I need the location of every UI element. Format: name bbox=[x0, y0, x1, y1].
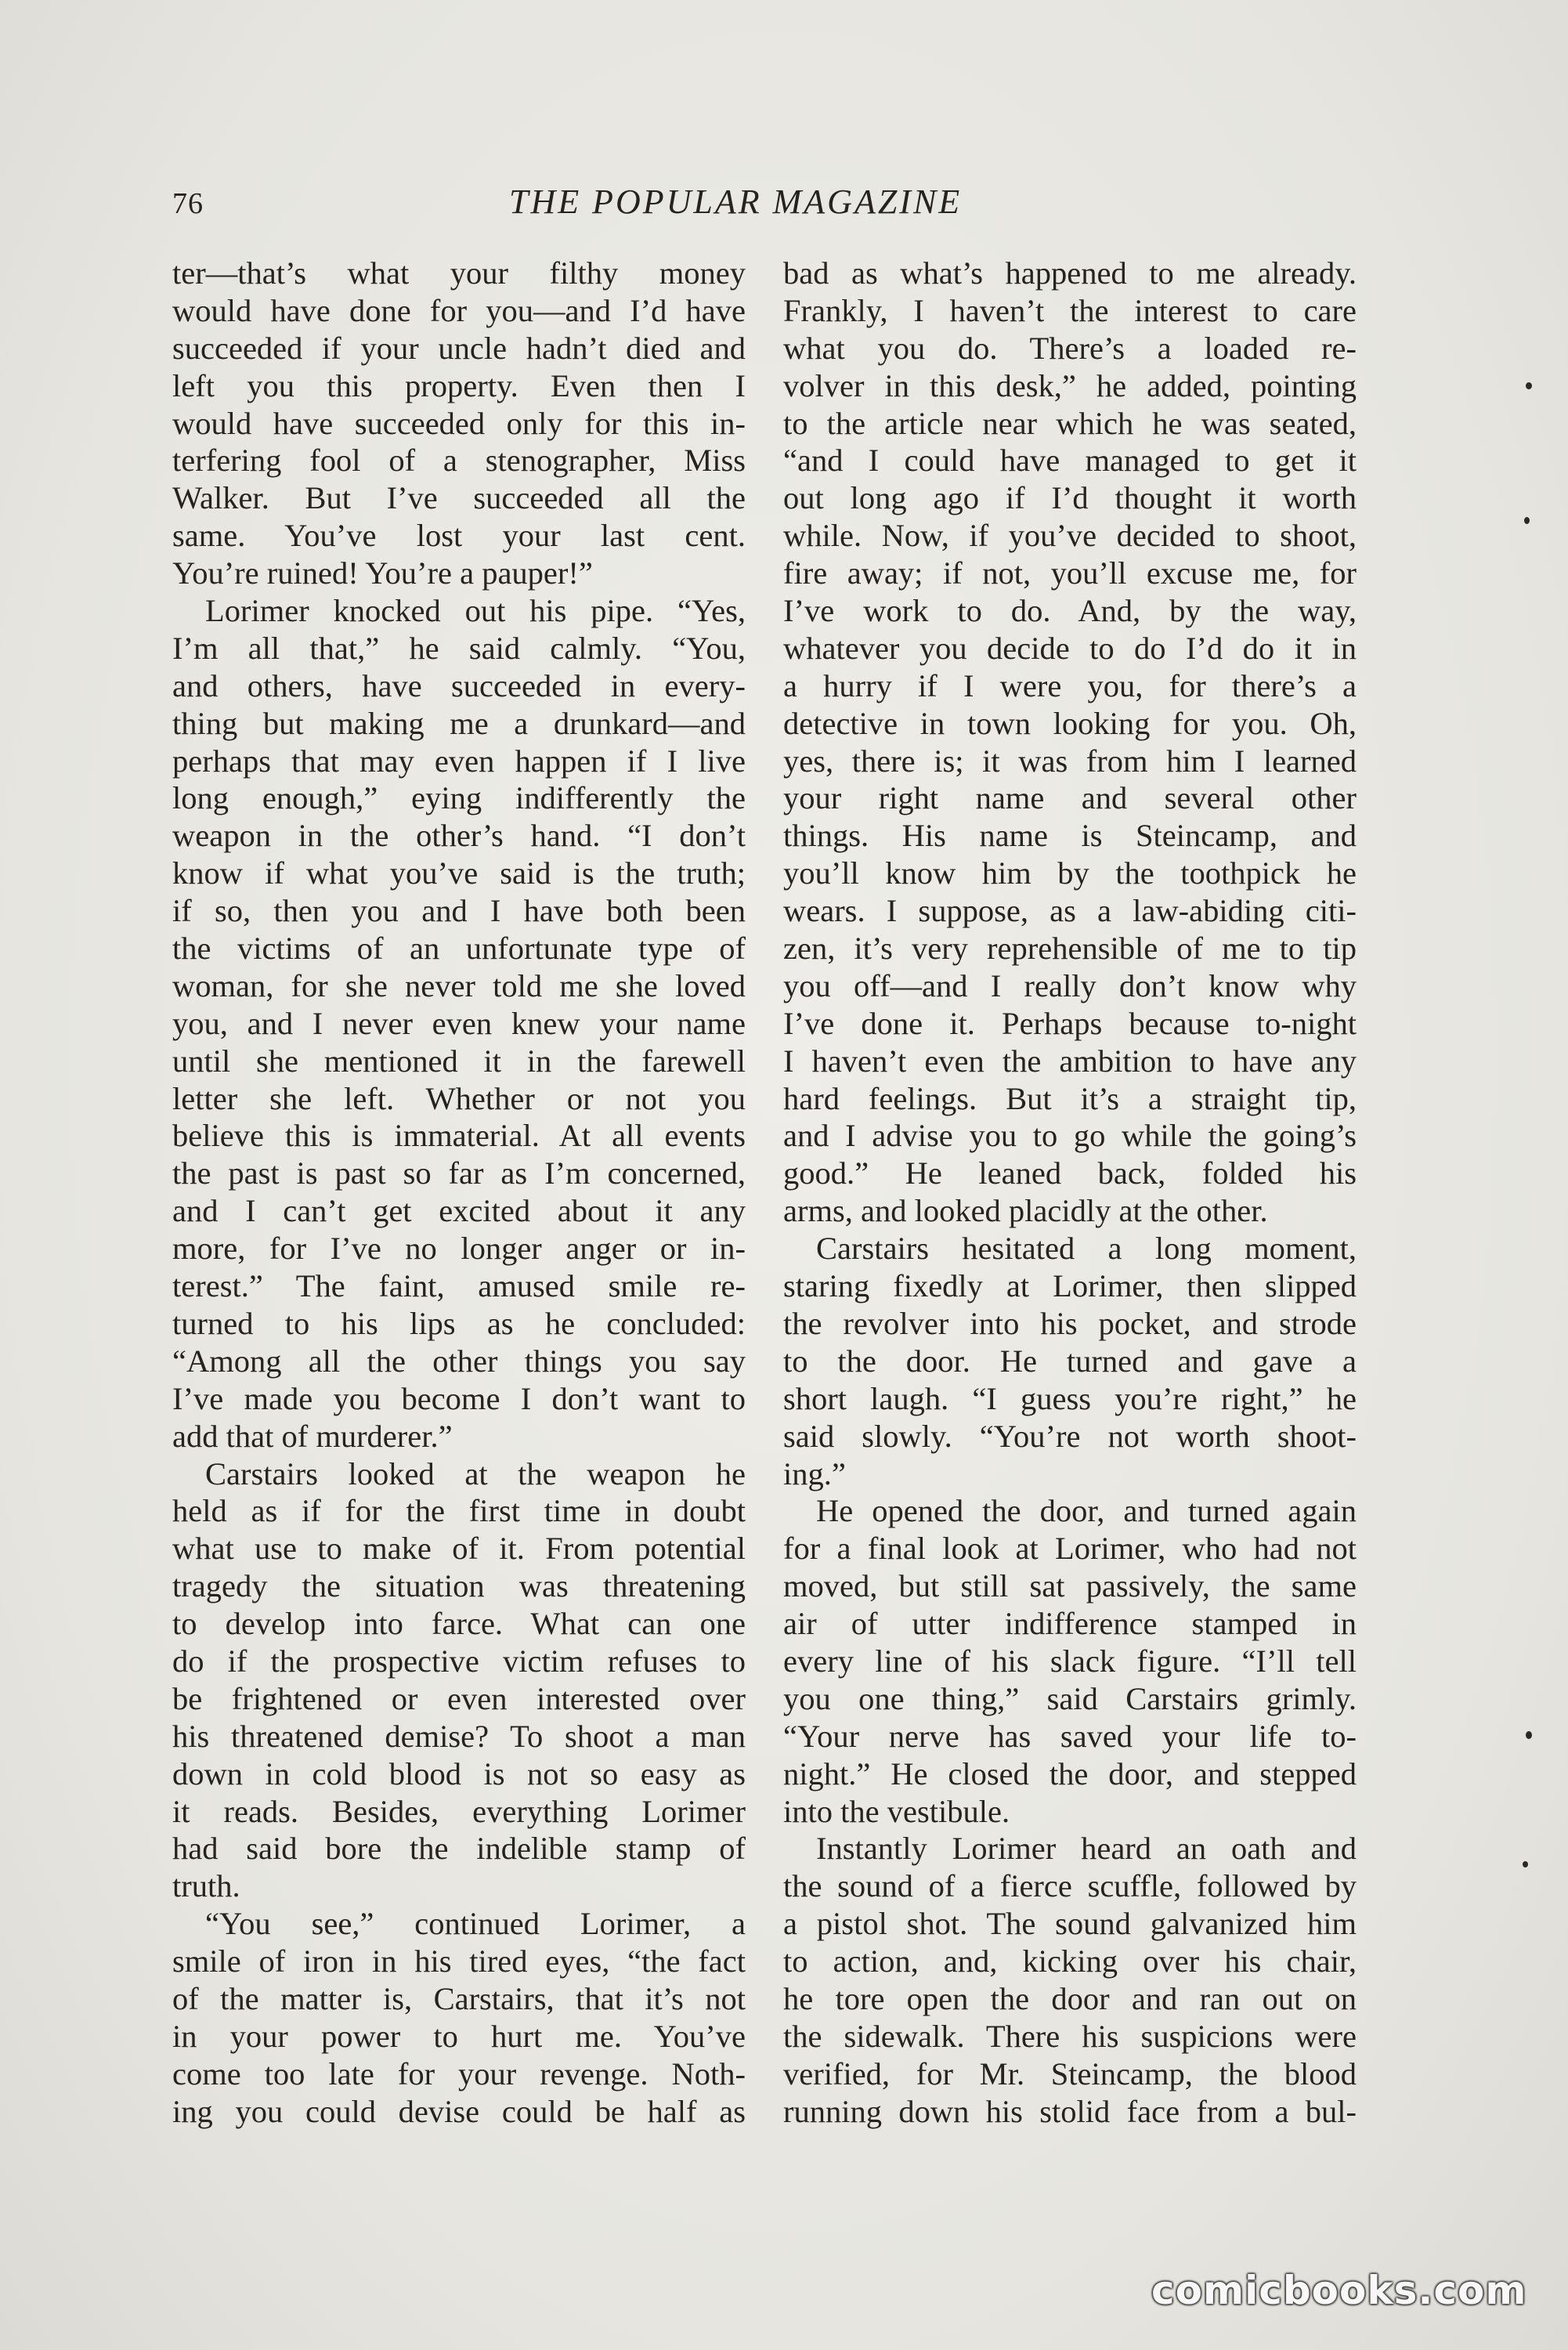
text-line: staring fixedly at Lorimer, then slipped bbox=[783, 1268, 1357, 1304]
text-line: Walker. But I’ve succeeded all the bbox=[172, 480, 746, 516]
text-line: believe this is immaterial. At all events bbox=[172, 1118, 746, 1154]
text-line: out long ago if I’d thought it worth bbox=[783, 480, 1357, 516]
text-line: Carstairs hesitated a long moment, bbox=[816, 1231, 1357, 1267]
text-line: verified, for Mr. Steincamp, the blood bbox=[783, 2055, 1357, 2092]
text-line: fire away; if not, you’ll excuse me, for bbox=[783, 555, 1357, 591]
text-line: letter she left. Whether or not you bbox=[172, 1080, 746, 1116]
text-line: down in cold blood is not so easy as bbox=[172, 1755, 746, 1791]
text-line: every line of his slack figure. “I’ll tell bbox=[783, 1643, 1357, 1679]
text-line: smile of iron in his tired eyes, “the fact bbox=[172, 1943, 746, 1979]
running-title: THE POPULAR MAGAZINE bbox=[509, 183, 963, 221]
text-line: Lorimer knocked out his pipe. “Yes, bbox=[205, 593, 746, 629]
text-line: Carstairs looked at the weapon he bbox=[205, 1455, 746, 1491]
text-line: same. You’ve lost your last cent. bbox=[172, 518, 746, 554]
text-line: I’ve made you become I don’t want to bbox=[172, 1380, 746, 1416]
text-line: yes, there is; it was from him I learned bbox=[783, 743, 1357, 779]
text-line: into the vestibule. bbox=[783, 1793, 1010, 1829]
text-line: turned to his lips as he concluded: bbox=[172, 1305, 746, 1341]
text-line: You’re ruined! You’re a pauper!” bbox=[172, 555, 593, 591]
page-number: 76 bbox=[172, 187, 204, 220]
text-line: thing but making me a drunkard—and bbox=[172, 705, 746, 741]
text-line: whatever you decide to do I’d do it in bbox=[783, 630, 1357, 666]
text-line: and others, have succeeded in every- bbox=[172, 667, 746, 703]
text-line: ing.” bbox=[783, 1455, 846, 1491]
text-line: “Among all the other things you say bbox=[172, 1343, 746, 1379]
text-line: running down his stolid face from a bul- bbox=[783, 2093, 1357, 2129]
text-line: I’ve done it. Perhaps because to-night bbox=[783, 1005, 1357, 1041]
text-line: a pistol shot. The sound galvanized him bbox=[783, 1906, 1357, 1942]
text-line: to develop into farce. What can one bbox=[172, 1606, 746, 1642]
text-line: tragedy the situation was threatening bbox=[172, 1568, 746, 1604]
text-line: a hurry if I were you, for there’s a bbox=[783, 667, 1357, 703]
text-line: the past is past so far as I’m concerned, bbox=[172, 1155, 746, 1191]
watermark: comicbooks.com bbox=[1151, 2268, 1527, 2313]
text-line: terest.” The faint, amused smile re- bbox=[172, 1268, 746, 1304]
text-line: wears. I suppose, as a law-abiding citi- bbox=[783, 893, 1357, 929]
text-line: air of utter indifference stamped in bbox=[783, 1606, 1357, 1642]
text-line: the victims of an unfortunate type of bbox=[172, 931, 746, 967]
text-line: while. Now, if you’ve decided to shoot, bbox=[783, 518, 1357, 554]
paper-speck bbox=[1526, 382, 1532, 389]
text-line: night.” He closed the door, and stepped bbox=[783, 1755, 1357, 1791]
text-line: ter—that’s what your filthy money bbox=[172, 255, 746, 291]
text-line: arms, and looked placidly at the other. bbox=[783, 1193, 1268, 1229]
text-line: be frightened or even interested over bbox=[172, 1680, 746, 1716]
text-line: what you do. There’s a loaded re- bbox=[783, 330, 1357, 366]
text-line: add that of murderer.” bbox=[172, 1418, 453, 1454]
paper-speck bbox=[1523, 1861, 1528, 1867]
text-line: to action, and, kicking over his chair, bbox=[783, 1943, 1357, 1979]
text-line: of the matter is, Carstairs, that it’s not bbox=[172, 1980, 746, 2016]
text-line: I haven’t even the ambition to have any bbox=[783, 1043, 1357, 1079]
text-line: for a final look at Lorimer, who had not bbox=[783, 1531, 1357, 1567]
text-line: the sidewalk. There his suspicions were bbox=[783, 2018, 1357, 2054]
text-line: “and I could have managed to get it bbox=[783, 443, 1357, 479]
text-line: “You see,” continued Lorimer, a bbox=[205, 1906, 746, 1942]
text-line: if so, then you and I have both been bbox=[172, 893, 746, 929]
text-line: his threatened demise? To shoot a man bbox=[172, 1718, 746, 1754]
text-line: woman, for she never told me she loved bbox=[172, 967, 746, 1003]
text-line: what use to make of it. From potential bbox=[172, 1531, 746, 1567]
text-line: and I advise you to go while the going’s bbox=[783, 1118, 1357, 1154]
text-line: “Your nerve has saved your life to- bbox=[783, 1718, 1357, 1754]
text-line: had said bore the indelible stamp of bbox=[172, 1831, 746, 1867]
text-line: do if the prospective victim refuses to bbox=[172, 1643, 746, 1679]
text-line: good.” He leaned back, folded his bbox=[783, 1155, 1357, 1191]
paper-speck bbox=[1524, 517, 1530, 524]
text-line: left you this property. Even then I bbox=[172, 367, 746, 403]
text-line: to the door. He turned and gave a bbox=[783, 1343, 1357, 1379]
text-line: come too late for your revenge. Noth- bbox=[172, 2055, 746, 2092]
text-line: ing you could devise could be half as bbox=[172, 2093, 746, 2129]
text-line: would have done for you—and I’d have bbox=[172, 292, 746, 328]
text-line: he tore open the door and ran out on bbox=[783, 1980, 1357, 2016]
text-line: you’ll know him by the toothpick he bbox=[783, 855, 1357, 891]
text-line: long enough,” eying indifferently the bbox=[172, 780, 746, 816]
text-line: He opened the door, and turned again bbox=[816, 1493, 1357, 1529]
text-line: I’ve work to do. And, by the way, bbox=[783, 593, 1357, 629]
text-line: succeeded if your uncle hadn’t died and bbox=[172, 330, 746, 366]
text-line: truth. bbox=[172, 1868, 240, 1904]
text-line: and I can’t get excited about it any bbox=[172, 1193, 746, 1229]
text-line: terfering fool of a stenographer, Miss bbox=[172, 443, 746, 479]
text-line: moved, but still sat passively, the same bbox=[783, 1568, 1357, 1604]
text-column-left bbox=[172, 255, 746, 2131]
text-column-right bbox=[783, 255, 1357, 2131]
text-line: to the article near which he was seated, bbox=[783, 405, 1357, 441]
text-line: held as if for the first time in doubt bbox=[172, 1493, 746, 1529]
text-line: volver in this desk,” he added, pointing bbox=[783, 367, 1357, 403]
text-line: your right name and several other bbox=[783, 780, 1357, 816]
text-line: the sound of a fierce scuffle, followed by bbox=[783, 1868, 1357, 1904]
text-line: detective in town looking for you. Oh, bbox=[783, 705, 1357, 741]
page-header bbox=[172, 182, 1357, 229]
text-line: perhaps that may even happen if I live bbox=[172, 743, 746, 779]
text-line: in your power to hurt me. You’ve bbox=[172, 2018, 746, 2054]
paper-speck bbox=[1526, 1731, 1532, 1739]
text-line: Frankly, I haven’t the interest to care bbox=[783, 292, 1357, 328]
text-line: until she mentioned it in the farewell bbox=[172, 1043, 746, 1079]
text-line: Instantly Lorimer heard an oath and bbox=[816, 1831, 1357, 1867]
text-line: the revolver into his pocket, and strode bbox=[783, 1305, 1357, 1341]
text-line: more, for I’ve no longer anger or in- bbox=[172, 1231, 746, 1267]
text-line: things. His name is Steincamp, and bbox=[783, 818, 1357, 854]
text-line: hard feelings. But it’s a straight tip, bbox=[783, 1080, 1357, 1116]
text-line: bad as what’s happened to me already. bbox=[783, 255, 1357, 291]
text-line: you, and I never even knew your name bbox=[172, 1005, 746, 1041]
text-line: it reads. Besides, everything Lorimer bbox=[172, 1793, 746, 1829]
text-line: you one thing,” said Carstairs grimly. bbox=[783, 1680, 1357, 1716]
text-line: said slowly. “You’re not worth shoot- bbox=[783, 1418, 1357, 1454]
text-line: you off—and I really don’t know why bbox=[783, 967, 1357, 1003]
text-line: zen, it’s very reprehensible of me to tip bbox=[783, 931, 1357, 967]
text-line: short laugh. “I guess you’re right,” he bbox=[783, 1380, 1357, 1416]
text-line: would have succeeded only for this in- bbox=[172, 405, 746, 441]
text-line: weapon in the other’s hand. “I don’t bbox=[172, 818, 746, 854]
text-line: I’m all that,” he said calmly. “You, bbox=[172, 630, 746, 666]
text-line: know if what you’ve said is the truth; bbox=[172, 855, 746, 891]
